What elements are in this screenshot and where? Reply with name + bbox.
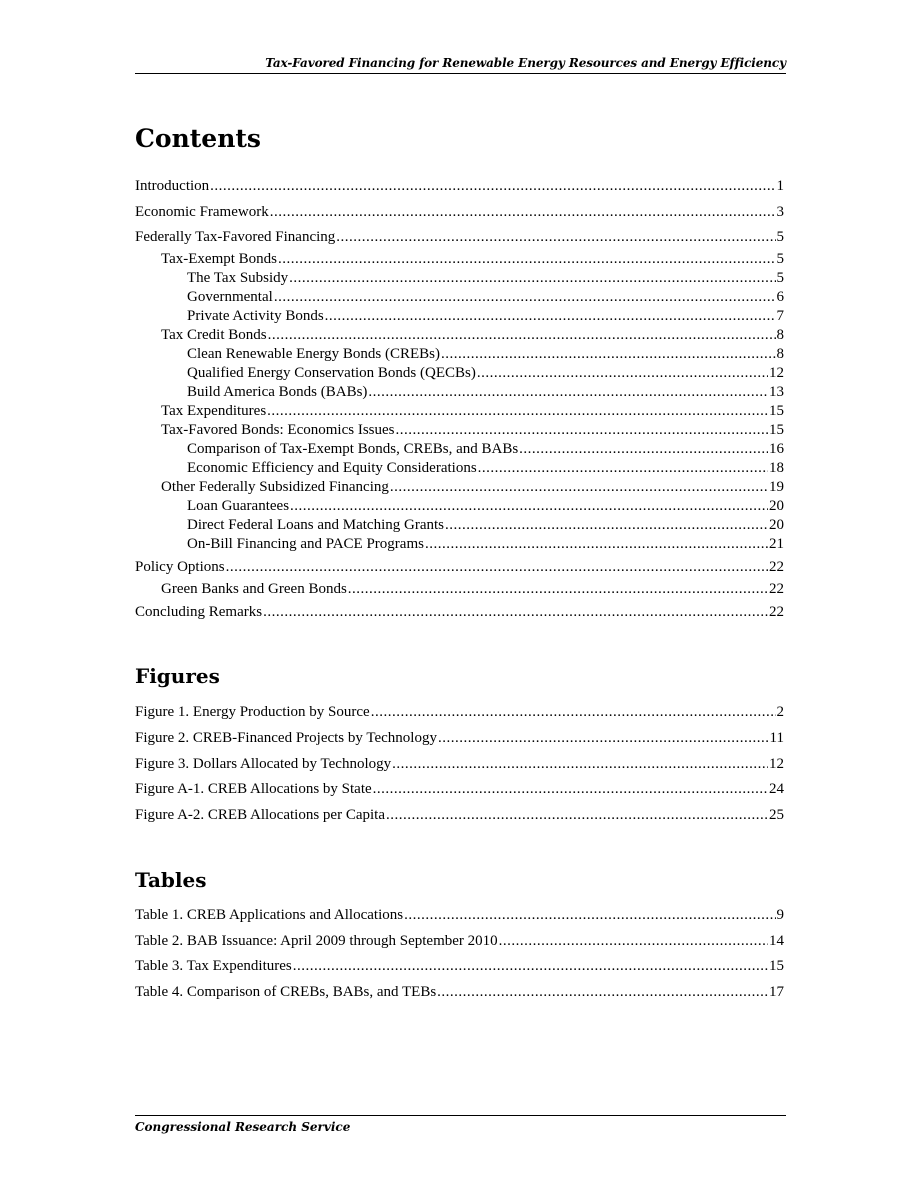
toc-leader-dots	[441, 345, 775, 363]
tables-heading: Tables	[135, 868, 207, 892]
table-entry-4[interactable]	[135, 983, 784, 1001]
toc-entry-title: Policy Options	[135, 559, 225, 575]
toc-leader-dots	[268, 326, 776, 344]
toc-leader-dots	[477, 364, 768, 382]
toc-entry-governmental[interactable]	[135, 288, 784, 306]
toc-leader-dots	[274, 288, 776, 306]
toc-entry-title: Economic Efficiency and Equity Considerations	[187, 460, 477, 476]
toc-leader-dots	[293, 957, 768, 975]
toc-entry-title: On-Bill Financing and PACE Programs	[187, 536, 424, 552]
toc-leader-dots	[348, 580, 768, 598]
table-entry-1[interactable]	[135, 906, 784, 924]
toc-leader-dots	[396, 421, 769, 439]
figure-entry-3[interactable]	[135, 755, 784, 773]
toc-entry-title: Tax-Exempt Bonds	[161, 251, 278, 267]
toc-page-number: 20	[769, 517, 784, 533]
toc-entry-title: Figure 1. Energy Production by Source	[135, 704, 370, 720]
toc-page-number: 12	[769, 365, 784, 381]
toc-page-number: 13	[769, 384, 784, 400]
toc-entry-efficiency-and-equity[interactable]	[135, 459, 784, 477]
toc-entry-title: Private Activity Bonds	[187, 308, 324, 324]
toc-page-number: 19	[769, 479, 784, 495]
toc-leader-dots	[368, 383, 768, 401]
header-rule	[135, 73, 786, 74]
toc-entry-comparison-of-bonds[interactable]	[135, 440, 784, 458]
toc-leader-dots	[210, 177, 775, 195]
toc-page-number: 14	[769, 933, 784, 949]
toc-entry-title: Figure A-1. CREB Allocations by State	[135, 781, 372, 797]
toc-leader-dots	[267, 402, 768, 420]
toc-entry-loan-guarantees[interactable]	[135, 497, 784, 515]
toc-entry-title: Introduction	[135, 178, 210, 194]
figure-entry-2[interactable]	[135, 729, 784, 747]
toc-entry-babs[interactable]	[135, 383, 784, 401]
toc-page-number: 1	[776, 178, 784, 194]
toc-page-number: 2	[776, 704, 784, 720]
contents-heading: Contents	[135, 124, 262, 153]
toc-page-number: 21	[769, 536, 784, 552]
toc-leader-dots	[404, 906, 775, 924]
toc-leader-dots	[499, 932, 768, 950]
toc-leader-dots	[392, 755, 768, 773]
toc-entry-title: Clean Renewable Energy Bonds (CREBs)	[187, 346, 441, 362]
table-entry-3[interactable]	[135, 957, 784, 975]
toc-entry-title: Tax Credit Bonds	[161, 327, 267, 343]
toc-page-number: 5	[776, 270, 784, 286]
toc-page-number: 9	[776, 907, 784, 923]
toc-entry-title: Qualified Energy Conservation Bonds (QECBs)	[187, 365, 476, 381]
toc-page-number: 6	[776, 289, 784, 305]
toc-page-number: 15	[769, 958, 784, 974]
toc-page-number: 5	[776, 229, 784, 245]
toc-entry-introduction[interactable]	[135, 177, 784, 195]
toc-leader-dots	[519, 440, 768, 458]
toc-entry-title: Governmental	[187, 289, 273, 305]
toc-entry-title: Table 3. Tax Expenditures	[135, 958, 292, 974]
toc-entry-title: Tax Expenditures	[161, 403, 267, 419]
toc-entry-direct-loans-matching-grants[interactable]	[135, 516, 784, 534]
toc-entry-green-banks-bonds[interactable]	[135, 580, 784, 598]
toc-entry-other-subsidized-financing[interactable]	[135, 478, 784, 496]
toc-leader-dots	[445, 516, 768, 534]
toc-leader-dots	[289, 269, 775, 287]
toc-leader-dots	[478, 459, 768, 477]
toc-page-number: 3	[776, 204, 784, 220]
toc-entry-title: Other Federally Subsidized Financing	[161, 479, 389, 495]
figure-entry-a1[interactable]	[135, 780, 784, 798]
toc-leader-dots	[270, 203, 776, 221]
toc-page-number: 18	[769, 460, 784, 476]
footer-publisher: Congressional Research Service	[135, 1120, 351, 1134]
toc-page-number: 25	[769, 807, 784, 823]
toc-leader-dots	[226, 558, 768, 576]
running-header: Tax-Favored Financing for Renewable Energy Resources and Energy Efficiency	[265, 56, 786, 70]
toc-entry-on-bill-pace[interactable]	[135, 535, 784, 553]
toc-page-number: 15	[769, 403, 784, 419]
toc-entry-policy-options[interactable]	[135, 558, 784, 576]
toc-leader-dots	[336, 228, 775, 246]
toc-entry-tax-exempt-bonds[interactable]	[135, 250, 784, 268]
toc-page-number: 8	[776, 346, 784, 362]
toc-entry-title: Federally Tax-Favored Financing	[135, 229, 336, 245]
toc-entry-tax-credit-bonds[interactable]	[135, 326, 784, 344]
toc-page-number: 15	[769, 422, 784, 438]
toc-leader-dots	[278, 250, 775, 268]
toc-page-number: 22	[769, 559, 784, 575]
toc-entry-federally-tax-favored-financing[interactable]	[135, 228, 784, 246]
toc-entry-title: Table 2. BAB Issuance: April 2009 through September 2010	[135, 933, 498, 949]
toc-page-number: 7	[776, 308, 784, 324]
toc-entry-title: Figure A-2. CREB Allocations per Capita	[135, 807, 385, 823]
figure-entry-1[interactable]	[135, 703, 784, 721]
toc-leader-dots	[371, 703, 776, 721]
toc-leader-dots	[263, 603, 768, 621]
toc-page-number: 20	[769, 498, 784, 514]
toc-page-number: 11	[769, 730, 784, 746]
toc-leader-dots	[373, 780, 768, 798]
table-entry-2[interactable]	[135, 932, 784, 950]
toc-entry-title: Table 1. CREB Applications and Allocations	[135, 907, 404, 923]
toc-entry-title: Economic Framework	[135, 204, 269, 220]
toc-entry-qecbs[interactable]	[135, 364, 784, 382]
footer-rule	[135, 1115, 786, 1116]
toc-page-number: 8	[776, 327, 784, 343]
toc-entry-tax-expenditures[interactable]	[135, 402, 784, 420]
toc-entry-title: Table 4. Comparison of CREBs, BABs, and TEBs	[135, 984, 437, 1000]
toc-entry-title: Build America Bonds (BABs)	[187, 384, 368, 400]
toc-entry-the-tax-subsidy[interactable]	[135, 269, 784, 287]
toc-entry-title: The Tax Subsidy	[187, 270, 289, 286]
toc-leader-dots	[425, 535, 768, 553]
toc-page-number: 16	[769, 441, 784, 457]
toc-page-number: 22	[769, 604, 784, 620]
figures-heading: Figures	[135, 664, 220, 688]
toc-entry-title: Concluding Remarks	[135, 604, 263, 620]
figure-entry-a2[interactable]	[135, 806, 784, 824]
toc-entry-title: Figure 2. CREB-Financed Projects by Technology	[135, 730, 437, 746]
toc-page-number: 24	[769, 781, 784, 797]
toc-leader-dots	[437, 983, 768, 1001]
toc-entry-concluding-remarks[interactable]	[135, 603, 784, 621]
toc-entry-title: Tax-Favored Bonds: Economics Issues	[161, 422, 395, 438]
toc-leader-dots	[438, 729, 769, 747]
toc-page-number: 5	[776, 251, 784, 267]
toc-entry-title: Figure 3. Dollars Allocated by Technology	[135, 756, 392, 772]
toc-entry-economic-framework[interactable]	[135, 203, 784, 221]
toc-entry-title: Comparison of Tax-Exempt Bonds, CREBs, and BABs	[187, 441, 519, 457]
toc-entry-private-activity-bonds[interactable]	[135, 307, 784, 325]
toc-leader-dots	[325, 307, 776, 325]
toc-page-number: 17	[769, 984, 784, 1000]
toc-page-number: 22	[769, 581, 784, 597]
toc-entry-crebs[interactable]	[135, 345, 784, 363]
toc-page-number: 12	[769, 756, 784, 772]
toc-entry-title: Direct Federal Loans and Matching Grants	[187, 517, 444, 533]
toc-entry-tax-favored-bonds-economics[interactable]	[135, 421, 784, 439]
toc-leader-dots	[386, 806, 768, 824]
toc-entry-title: Loan Guarantees	[187, 498, 290, 514]
toc-entry-title: Green Banks and Green Bonds	[161, 581, 347, 597]
toc-leader-dots	[390, 478, 768, 496]
toc-leader-dots	[290, 497, 768, 515]
